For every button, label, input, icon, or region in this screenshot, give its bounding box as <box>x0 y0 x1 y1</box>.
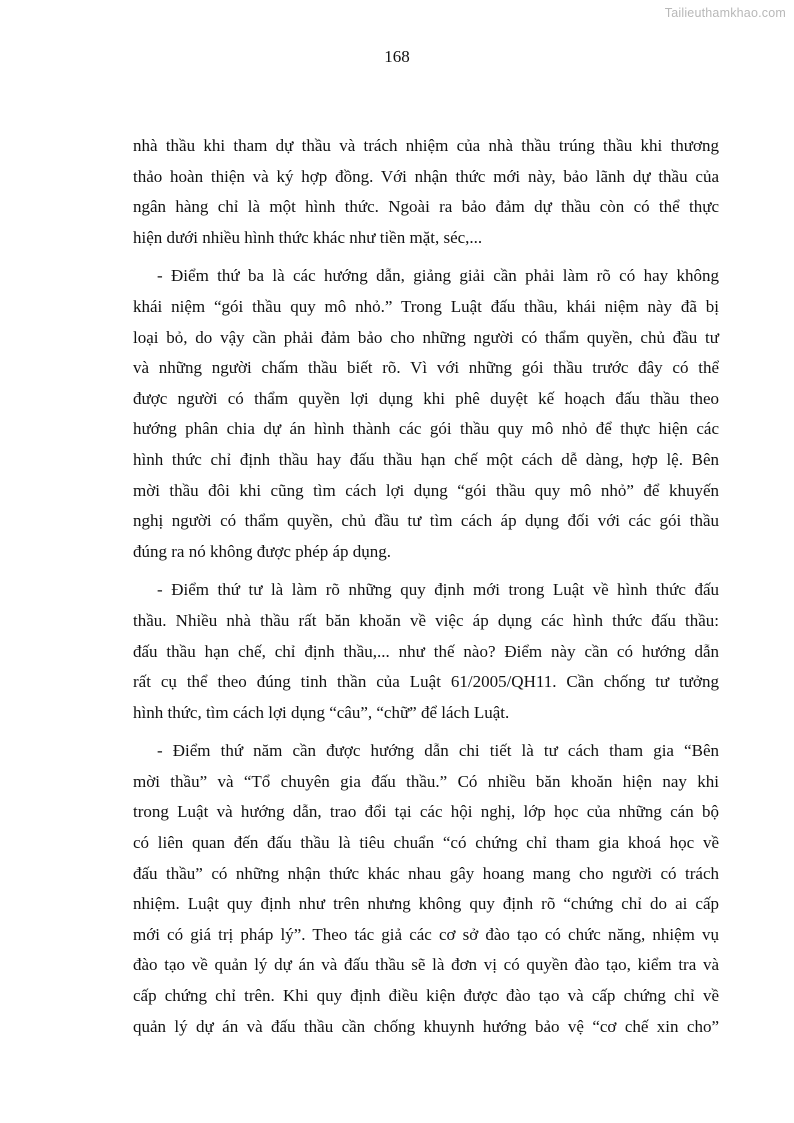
text-line: mời thầu đôi khi cũng tìm cách lợi dụng “gói thầu quy mô nhỏ” để khuyến <box>133 480 719 500</box>
text-line: ngân hàng chỉ là một hình thức. Ngoài ra bảo đảm dự thầu còn có thể thực <box>133 197 719 217</box>
text-line: nghị người có thẩm quyền, chủ đầu tư tìm cách áp dụng đối với các gói thầu <box>133 511 719 531</box>
text-line: khái niệm “gói thầu quy mô nhỏ.” Trong Luật đấu thầu, khái niệm này đã bị <box>133 296 719 316</box>
page-number: 168 <box>384 47 410 66</box>
text-line: mời thầu” và “Tổ chuyên gia đấu thầu.” Có nhiều băn khoăn hiện nay khi <box>133 771 719 791</box>
text-line: quản lý dự án và đấu thầu cần chống khuynh hướng bảo vệ “cơ chế xin cho” <box>133 1016 719 1036</box>
text-line: được người có thẩm quyền lợi dụng khi phê duyệt kế hoạch đấu thầu theo <box>133 388 719 408</box>
paragraph <box>133 131 719 253</box>
text-line: loại bỏ, do vậy cần phải đảm bảo cho những người có thẩm quyền, chủ đầu tư <box>133 327 719 347</box>
paragraph-spacing <box>133 728 719 736</box>
text-line: đấu thầu” có những nhận thức khác nhau gây hoang mang cho người có trách <box>133 863 719 883</box>
text-line: nhiệm. Luật quy định như trên nhưng không quy định rõ “chứng chỉ do ai cấp <box>133 894 719 914</box>
text-line: đúng ra nó không được phép áp dụng. <box>133 541 392 561</box>
text-line: cấp chứng chỉ trên. Khi quy định điều kiện được đào tạo và cấp chứng chỉ về <box>133 986 719 1006</box>
paragraph <box>133 575 719 728</box>
text-line: mới có giá trị pháp lý”. Theo tác giả các cơ sở đào tạo có chức năng, nhiệm vụ <box>133 924 719 944</box>
text-line: thầu. Nhiều nhà thầu rất băn khoăn về việc áp dụng các hình thức đấu thầu: <box>133 610 719 630</box>
text-line: hướng phân chia dự án hình thành các gói thầu quy mô nhỏ để thực hiện các <box>133 419 719 439</box>
text-line: rất cụ thể theo đúng tinh thần của Luật 61/2005/QH11. Cần chống tư tưởng <box>133 672 719 692</box>
text-line: hình thức chỉ định thầu hay đấu thầu hạn chế một cách dễ dàng, hợp lệ. Bên <box>133 449 719 469</box>
text-line: đào tạo về quản lý dự án và đấu thầu sẽ là đơn vị có quyền đào tạo, kiểm tra và <box>133 955 719 975</box>
paragraph-spacing <box>133 567 719 575</box>
watermark: Tailieuthamkhao.com <box>664 6 786 20</box>
text-line: thảo hoàn thiện và ký hợp đồng. Với nhận thức mới này, bảo lãnh dự thầu của <box>133 166 719 186</box>
text-line: có liên quan đến đấu thầu là tiêu chuẩn “có chứng chỉ tham gia khoá học về <box>133 833 719 853</box>
paragraph <box>133 261 719 567</box>
text-line: và những người chấm thầu biết rõ. Vì với những gói thầu trước đây có thể <box>133 358 719 378</box>
text-line: hiện dưới nhiều hình thức khác như tiền mặt, séc,... <box>133 227 483 247</box>
text-line: - Điểm thứ ba là các hướng dẫn, giảng giải cần phải làm rõ có hay không <box>157 266 719 286</box>
paragraph <box>133 736 719 1042</box>
paragraph-spacing <box>133 253 719 261</box>
text-line: - Điểm thứ tư là làm rõ những quy định mới trong Luật về hình thức đấu <box>157 580 719 600</box>
text-line: hình thức, tìm cách lợi dụng “câu”, “chữ” để lách Luật. <box>133 702 510 722</box>
text-line: trong Luật và hướng dẫn, trao đổi tại các hội nghị, lớp học của những cán bộ <box>133 802 719 822</box>
text-line: - Điểm thứ năm cần được hướng dẫn chi tiết là tư cách tham gia “Bên <box>157 741 719 761</box>
text-line: nhà thầu khi tham dự thầu và trách nhiệm của nhà thầu trúng thầu khi thương <box>133 136 719 155</box>
body-text <box>133 131 719 1042</box>
text-line: đấu thầu hạn chế, chỉ định thầu,... như thế nào? Điểm này cần có hướng dẫn <box>133 641 719 661</box>
